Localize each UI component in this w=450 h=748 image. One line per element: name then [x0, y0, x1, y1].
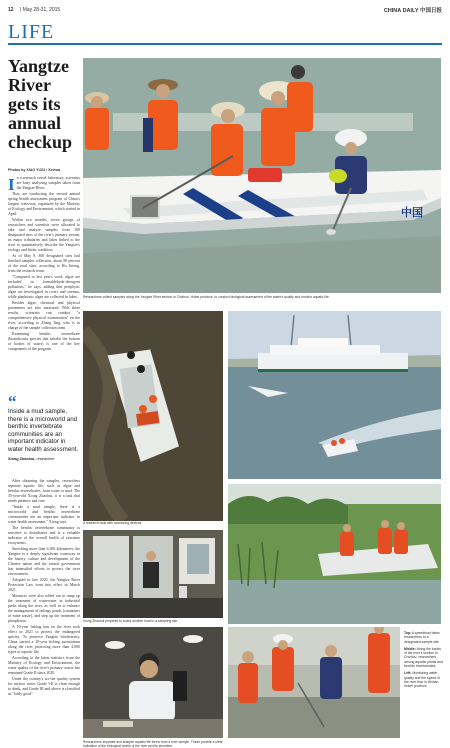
boarding-caption: Xiong Zhaohui prepares to board another boat to a sampling site.: [83, 619, 179, 623]
monitoring-photo: [228, 627, 400, 738]
side-caption-label: Top:: [404, 631, 412, 635]
quote-role: researcher: [36, 456, 55, 461]
lab-microscope-photo: [83, 627, 223, 738]
brand-name: CHINA DAILY 中国日报: [383, 8, 442, 14]
photo-side-captions: [404, 631, 444, 692]
body-paragraph: Measures were also rolled out to ramp up the treatment of wastewater in industrial parks along the river, as well as to enhance the management of tailings ponds (containers of mine waste), and step up the treatment of phosphorus.: [8, 594, 80, 623]
first-paragraph-text: n a research vessel laboratory, scientists are busy analyzing samples taken from the Yangtze River.: [16, 176, 80, 190]
boarding-illustration: [83, 530, 223, 618]
body-paragraph: Adopted in late 2020, the Yangtze River Protection Law went into effect in March 2021.: [8, 578, 80, 592]
boarding-photo: [83, 530, 223, 618]
side-caption-text: Monitoring water quality and the speed of the river flow in Wuhan, Hubei province.: [404, 671, 441, 689]
side-caption-left: [404, 671, 444, 688]
riverbank-illustration: [228, 484, 441, 624]
body-paragraph: "Inside a mud sample, there is a microworld and benthic invertebrate communities are an important indicator in water health assessment," Xiong says.: [8, 505, 80, 524]
lab-caption: Researchers separate and analyze aquatic life forms from a river sample. These provide a clear indication of the biological health of the river and its shoreline.: [83, 740, 223, 748]
body-paragraph: Besides algae, chemical and physical parameters are also measured. With these results, scientists can conduct "a comprehensive physical examination" on the river, according to Zhang Jing, who is in charge of the sample collection team.: [8, 301, 80, 330]
page-number: 12: [8, 7, 14, 13]
research-boat-caption: A research boat with monitoring devices.: [83, 521, 143, 525]
main-photo-caption: Researchers collect samples along the Yangtze River section in Chizhou, Hubei province, to conduct biological assessment of the water's quality and monitor aquatic life.: [83, 295, 330, 299]
section-rule: [8, 43, 442, 45]
side-caption-label: Left:: [404, 671, 412, 676]
research-boat-photo: [83, 311, 223, 521]
body-paragraph: The benthic invertebrate community is sensitive to disturbance and is a valuable indicator of the overall health of estuarine ecosystems.: [8, 526, 80, 545]
body-paragraph: As of May 9, 300 designated sites had finished samples collection, about 80 percent of the total sites, according to Hu Jinong, from the research team.: [8, 254, 80, 273]
body-paragraph: [8, 176, 80, 194]
body-paragraph: A 10-year fishing ban on the river took effect in 2021 to protect the endangered species. To preserve Yangtze biodiversity, China started a 10-year fishing moratorium along the river protecting more than 4,000 types of aquatic life.: [8, 625, 80, 654]
body-column-1: [8, 176, 80, 392]
page-header: [8, 4, 442, 14]
photo-byline: Photos by XIAO YIJIU / Xinhua: [8, 168, 61, 172]
main-photo-researchers-on-boat: [83, 58, 441, 293]
side-caption-middle: [404, 647, 444, 668]
riverbank-photo: [228, 484, 441, 624]
article-headline: Yangtze River gets its annual checkup: [8, 56, 73, 152]
body-paragraph: Stretching more than 6,300 kilometers, the Yangtze is a deeply significant waterway in the history, culture and development of the Chinese nation and the central government has intensified efforts to protect the river environment.: [8, 547, 80, 576]
pull-quote: [8, 392, 82, 461]
speedboat-illustration: [228, 311, 441, 479]
body-column-2: [8, 479, 80, 741]
pull-quote-attribution: [8, 457, 82, 461]
body-paragraph: Under the country's six-tier quality system for surface water, Grade I-II is clean enough to drink, and Grade III and above is classified as "fairly good".: [8, 677, 80, 696]
side-caption-text: Along the banks of the river's section in Chizhou, researchers among aquatic plants and benthic invertebrates.: [404, 646, 443, 669]
body-paragraph: According to the latest statistics from the Ministry of Ecology and Environment, the water quality of the river's primary course has remained Grade II since 2020.: [8, 656, 80, 675]
body-paragraph: They are conducting the second annual spring health assessment program of China's longest waterway, organized by the Ministry of Ecology and Environment, which started in April.: [8, 192, 80, 216]
boat-hull-label: 中国: [401, 207, 423, 219]
pull-quote-text: Inside a mud sample, there is a microworld and benthic invertebrate communities are an important indicator in water health assessment.: [8, 408, 79, 453]
body-paragraph: Examining benthic invertebrate (bioindicator species that inhabit the bottom of bodies of water) is one of the key components of the program.: [8, 332, 80, 351]
body-paragraph: After obtaining the samples, researchers separate aquatic life, such as algae and benthic invertebrates, from water or mud. The 35-year-old Xiong Zhaohui, it is a task that needs patience and care.: [8, 479, 80, 503]
quote-mark-icon: “: [8, 392, 17, 411]
side-caption-label: Middle:: [404, 646, 416, 651]
boat-scene-illustration: [83, 58, 441, 293]
monitoring-illustration: [228, 627, 400, 738]
lab-illustration: [83, 627, 223, 738]
quote-speaker: Xiong Zhaohui,: [8, 456, 36, 461]
issue-date: | May 28-31, 2015: [20, 7, 61, 13]
section-title: LIFE: [8, 21, 55, 43]
body-paragraph: Within two months, seven groups of researchers and scientists were allocated to take and analyze samples from 100 designated sites of the river's primary stream, its major tributaries and lakes linked to the river to quantitatively describe the Yangtze's ecology and biotic condition.: [8, 218, 80, 252]
researcher-figure: [335, 129, 367, 194]
side-caption-top: [404, 631, 444, 644]
drop-cap: I: [8, 176, 15, 194]
research-boat-illustration: [83, 311, 223, 521]
speedboat-photo: [228, 311, 441, 479]
body-paragraph: "Compared to last year's work, algae are included in formaldehyde-detergent pollutions," he says, adding that periphytic algae are investigated in rivers and streams, while planktonic algae are collected in lakes.: [8, 275, 80, 299]
side-caption-text: A speedboat takes researchers to a designated sample site.: [404, 631, 440, 644]
researcher-figure: [85, 92, 109, 150]
